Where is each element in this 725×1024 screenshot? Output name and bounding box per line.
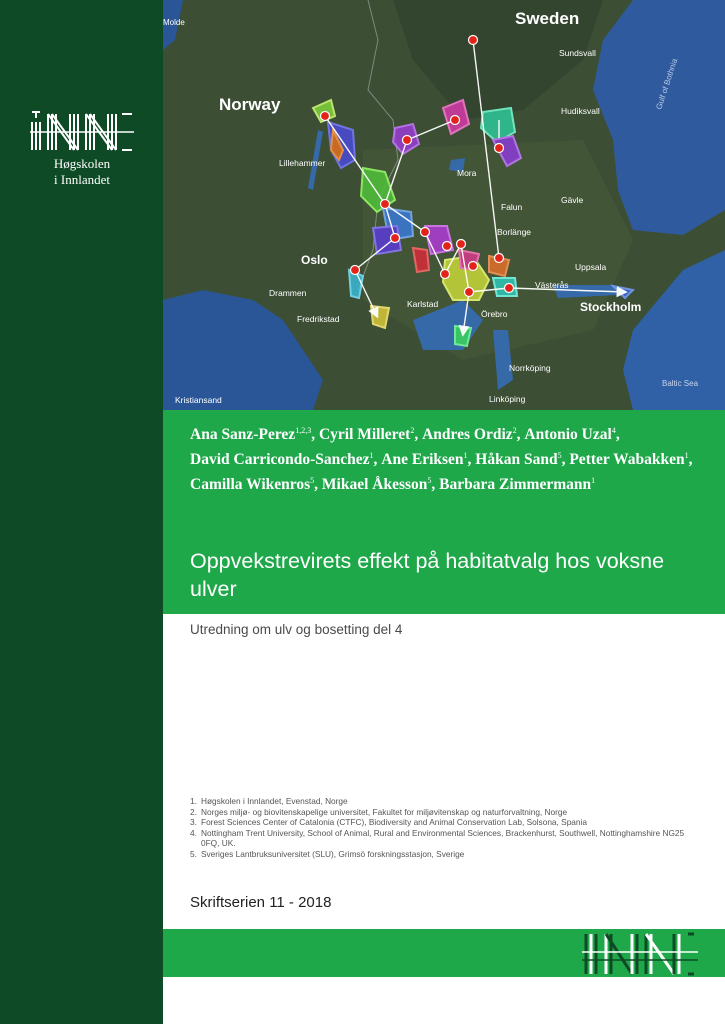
label-fredrikstad: Fredrikstad [297,314,340,324]
author-name-text: Petter Wabakken [569,451,685,469]
author-name-text: Andres Ordiz [422,426,513,444]
footnote-text: Sveriges Lantbruksuniversitet (SLU), Grimsö forskningsstasjon, Sverige [201,848,465,859]
logo-line-2: i Innlandet [54,172,110,187]
author-name [319,426,422,443]
label-falun: Falun [501,202,523,212]
footnote-number: 4. [190,827,197,838]
footnote-item [190,796,690,807]
author-affiliation-sup: 5 [557,451,562,461]
authors-title-band [163,410,725,614]
label-mora: Mora [457,168,477,178]
label-sundsvall: Sundsvall [559,48,596,58]
footnote-item [190,807,690,818]
wolf-movement-map [163,0,725,410]
inn-logo-mark [30,110,134,152]
author-separator: , [467,451,476,469]
author-name [569,451,692,468]
label-hudiksvall: Hudiksvall [561,106,600,116]
sidebar [0,0,163,1024]
author-affiliation-sup: 1,2,3 [295,426,312,435]
author-name [190,451,381,468]
label-stockholm: Stockholm [580,300,642,314]
author-name [190,426,319,443]
author-name-text: Mikael Åkesson [321,476,428,494]
author-affiliation-sup: 5 [310,476,315,486]
footnote-text: Norges miljø- og biovitenskapelige universitet, Fakultet for miljøvitenskap og naturforvaltning, Norge [201,806,568,817]
inn-logo [28,110,136,188]
author-affiliation-sup: 1 [463,451,468,461]
author-name-text: Håkan Sand [475,451,558,469]
label-baltic-sea: Baltic Sea [662,379,699,388]
map-image [163,0,725,410]
label-norway: Norway [219,95,281,114]
author-name [439,476,595,493]
author-separator: , [615,426,620,444]
author-affiliation-sup: 2 [512,426,517,435]
author-name-text: Cyril Milleret [318,426,411,444]
author-list [190,420,710,495]
footnote-item [190,828,690,849]
affiliation-footnotes [190,796,690,860]
footnote-number: 1. [190,796,197,806]
author-name [524,426,619,443]
footnote-text: Høgskolen i Innlandet, Evenstad, Norge [201,796,348,806]
author-name-text: Camilla Wikenros [190,476,311,494]
label-orebro: Örebro [481,309,508,319]
author-name-text: Antonio Uzal [524,426,612,444]
report-subtitle: Utredning om ulv og bosetting del 4 [190,622,403,637]
author-affiliation-sup: 5 [427,476,432,486]
author-name-text: Ane Eriksen [381,451,464,469]
author-name [422,426,524,443]
footnote-item [190,849,690,860]
author-separator: , [688,451,693,469]
label-uppsala: Uppsala [575,262,607,272]
author-affiliation-sup: 2 [410,426,415,435]
label-oslo: Oslo [301,253,328,267]
label-norrkoping: Norrköping [509,363,551,373]
author-affiliation-sup: 4 [611,426,616,435]
footnote-text: Forest Sciences Center of Catalonia (CTFC), Biodiversity and Animal Conservation Lab, Solsona, Spania [201,817,587,828]
author-name-text: David Carricondo-Sanchez [190,451,370,469]
label-gavle: Gävle [561,195,584,205]
logo-text [28,156,136,188]
footnote-number: 2. [190,806,197,817]
author-affiliation-sup: 1 [369,451,374,461]
logo-line-1: Høgskolen [53,156,111,171]
label-sweden: Sweden [515,9,580,28]
author-separator: , [373,451,382,469]
author-affiliation-sup: 1 [591,476,596,486]
footnote-number: 3. [190,817,197,828]
label-lillehammer: Lillehammer [279,158,326,168]
label-kristiansand: Kristiansand [175,395,222,405]
author-separator: , [314,476,322,494]
label-karlstad: Karlstad [407,299,439,309]
author-separator: , [561,451,570,469]
label-drammen: Drammen [269,288,307,298]
label-borlange: Borlänge [497,227,532,237]
author-name [190,476,322,493]
footnote-number: 5. [190,848,197,859]
series-label: Skriftserien 11 - 2018 [190,894,332,911]
footnote-text: Nottingham Trent University, School of Animal, Rural and Environmental Sciences, Brackenhurst, Southwell, Nottinghamshire NG25 0FQ, UK. [201,827,685,849]
label-gulf-of-bothnia: Gulf of Bothnia [654,57,680,111]
inn-footer-logo [582,930,698,976]
author-separator: , [431,476,440,494]
author-name [322,476,439,493]
label-molde: Molde [163,18,185,27]
author-name-text: Barbara Zimmermann [439,476,592,494]
author-separator: , [414,426,423,444]
author-name [475,451,569,468]
label-vasteras: Västerås [535,280,569,290]
footnote-item [190,817,690,828]
author-separator: , [311,426,319,444]
author-name [381,451,475,468]
author-affiliation-sup: 1 [684,451,689,461]
author-name-text: Ana Sanz-Perez [190,426,296,444]
author-separator: , [516,426,525,444]
report-title: Oppvekstrevirets effekt på habitatvalg hos voksne ulver [190,549,665,601]
label-linkoping: Linköping [489,394,526,404]
